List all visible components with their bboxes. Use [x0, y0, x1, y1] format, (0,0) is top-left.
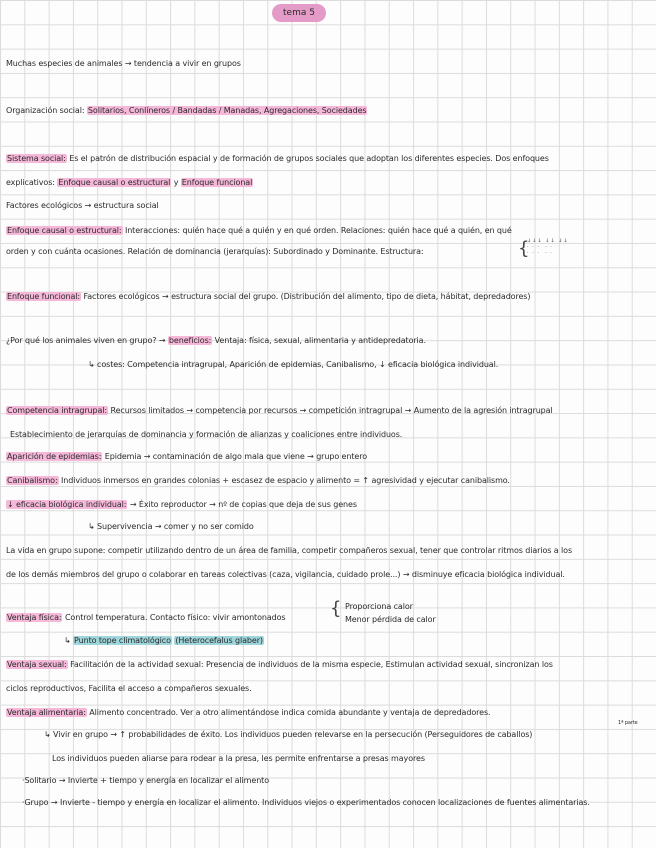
group-line: ·Grupo → Invierte - tiempo y energía en localizar el alimento. Individuos viejos o experimentados conocen localizaciones de fuentes alimentarias. — [22, 798, 590, 807]
social-system-text: Es el patrón de distribución espacial y de formación de grupos sociales que adoptan los diferentes especies. Dos enfoques — [69, 154, 549, 163]
approaches-prefix: explicativos: — [6, 178, 55, 187]
epidemics-label: Aparición de epidemias: — [7, 452, 102, 461]
food-sub-line-2: Los individuos pueden aliarse para rodear a la presa, les permite enfrentarse a presas mayores — [52, 754, 425, 763]
fitness-line — [6, 499, 650, 510]
physical-branch-1: Proporciona calor — [345, 602, 413, 611]
cannibalism-label: Canibalismo: — [7, 476, 58, 485]
organization-label: Organización social: — [6, 106, 85, 115]
physical-brace-icon: { — [330, 598, 342, 619]
functional-approach-tag: Enfoque funcional — [181, 178, 253, 187]
causal-approach-tag: Enfoque causal o estructural — [58, 178, 171, 187]
physical-sub-species: (Heterocefalus glaber) — [175, 636, 263, 645]
epidemics-text: Epidemia → contaminación de algo mala que viene → grupo entero — [104, 452, 368, 461]
approaches-connector: y — [171, 178, 181, 187]
competition-label: Competencia intragrupal: — [7, 406, 108, 415]
benefits-list: Ventaja: física, sexual, alimentaria y antidepredatoria. — [212, 336, 426, 345]
causal-approach-line-1 — [6, 225, 650, 236]
page-title: tema 5 — [272, 4, 326, 22]
cannibalism-line — [6, 475, 650, 486]
social-system-line — [6, 153, 650, 164]
physical-branch-2: Menor pérdida de calor — [345, 615, 436, 624]
question-text: ¿Por qué los animales viven en grupo? → — [6, 336, 168, 345]
food-sub-superscript: 1ª parte — [618, 720, 638, 726]
social-system-label: Sistema social: — [7, 154, 66, 163]
functional-approach-label: Enfoque funcional: — [7, 292, 81, 301]
costs-line: ↳ costes: Competencia intragrupal, Aparición de epidemias, Canibalismo, ↓ eficacia biológica individual. — [88, 360, 499, 369]
competition-text: Recursos limitados → competencia por recursos → competición intragrupal → Aumento de la agresión intragrupal — [110, 406, 553, 415]
survival-line: ↳ Supervivencia → comer y no ser comido — [88, 522, 254, 531]
causal-approach-text-1: Interacciones: quién hace qué a quién y en qué orden. Relaciones: quién hace qué a quién, en qué — [124, 226, 512, 235]
causal-approach-line-2: orden y con cuánta ocasiones. Relación de dominancia (jerarquías): Subordinado y Dominante. Estructura: — [6, 247, 424, 256]
causal-approach-label: Enfoque causal o estructural: — [7, 226, 122, 235]
epidemics-line — [6, 451, 650, 462]
sexual-advantage-label: Ventaja sexual: — [7, 660, 67, 669]
fitness-text: → Éxito reproductor → nº de copias que deja de sus genes — [129, 500, 357, 509]
organization-list: Solitarios, Conlíneros / Bandadas / Manadas, Agregaciones, Sociedades — [87, 106, 367, 115]
competition-line — [6, 405, 650, 416]
cannibalism-text: Individuos inmersos en grandes colonias + escasez de espacio y alimento = ↑ agresividad y ejecutar canibalismo. — [61, 476, 510, 485]
functional-approach-line — [6, 291, 650, 302]
structure-brace-icon: { — [518, 238, 530, 259]
sexual-advantage-text-1: Facilitación de la actividad sexual: Presencia de individuos de la misma especie, Estimulan actividad sexual, sincronizan los — [70, 660, 553, 669]
group-life-line-2: de los demás miembros del grupo o colaborar en tareas colectivas (caza, vigilancia, cuidado prole...) → disminuye eficacia biológica individual. — [6, 570, 565, 579]
solitary-line: ·Solitario → Invierte + tiempo y energía en localizar el alimento — [22, 776, 270, 785]
benefits-tag: beneficios: — [168, 336, 212, 345]
approaches-line — [6, 177, 650, 188]
food-advantage-line — [6, 707, 650, 718]
sexual-advantage-line-2: ciclos reproductivos, Facilita el acceso a compañeros sexuales. — [6, 684, 252, 693]
ecological-factors-line: Factores ecológicos → estructura social — [6, 201, 159, 210]
physical-advantage-label: Ventaja física: — [7, 613, 62, 622]
physical-advantage-text: Control temperatura. Contacto físico: vivir amontonados — [64, 613, 286, 622]
fitness-label: ↓ eficacia biológica individual: — [7, 500, 127, 509]
functional-approach-text: Factores ecológicos → estructura social del grupo. (Distribución del alimento, tipo de dieta, hábitat, depredadores) — [83, 292, 531, 301]
physical-sub-line — [64, 635, 650, 646]
question-line — [6, 335, 650, 346]
sexual-advantage-line — [6, 659, 650, 670]
physical-sub-highlight: Punto tope climatológico — [74, 636, 171, 645]
food-advantage-label: Ventaja alimentaria: — [7, 708, 86, 717]
food-sub-line-1: ↳ Vivir en grupo → ↑ probabilidades de éxito. Los individuos pueden relevarse en la persecución (Perseguidores de caballos) — [44, 730, 533, 739]
intro-line: Muchas especies de animales → tendencia a vivir en grupos — [6, 59, 241, 68]
physical-sub-arrow: ↳ — [64, 636, 74, 645]
structure-diagram-icon: ↓↓↓ ↓↓ ↓↓ · · · · · · · · · · — [527, 238, 569, 256]
food-advantage-text: Alimento concentrado. Ver a otro alimentándose indica comida abundante y ventaja de depredadores. — [89, 708, 491, 717]
competition-line-2: Establecimiento de jerarquías de dominancia y formación de alianzas y coaliciones entre individuos. — [10, 430, 403, 439]
group-life-line-1: La vida en grupo supone: competir utilizando dentro de un área de familia, competir compañeros sexual, tener que controlar ritmos diarios a los — [6, 546, 573, 555]
organization-line — [6, 105, 650, 116]
